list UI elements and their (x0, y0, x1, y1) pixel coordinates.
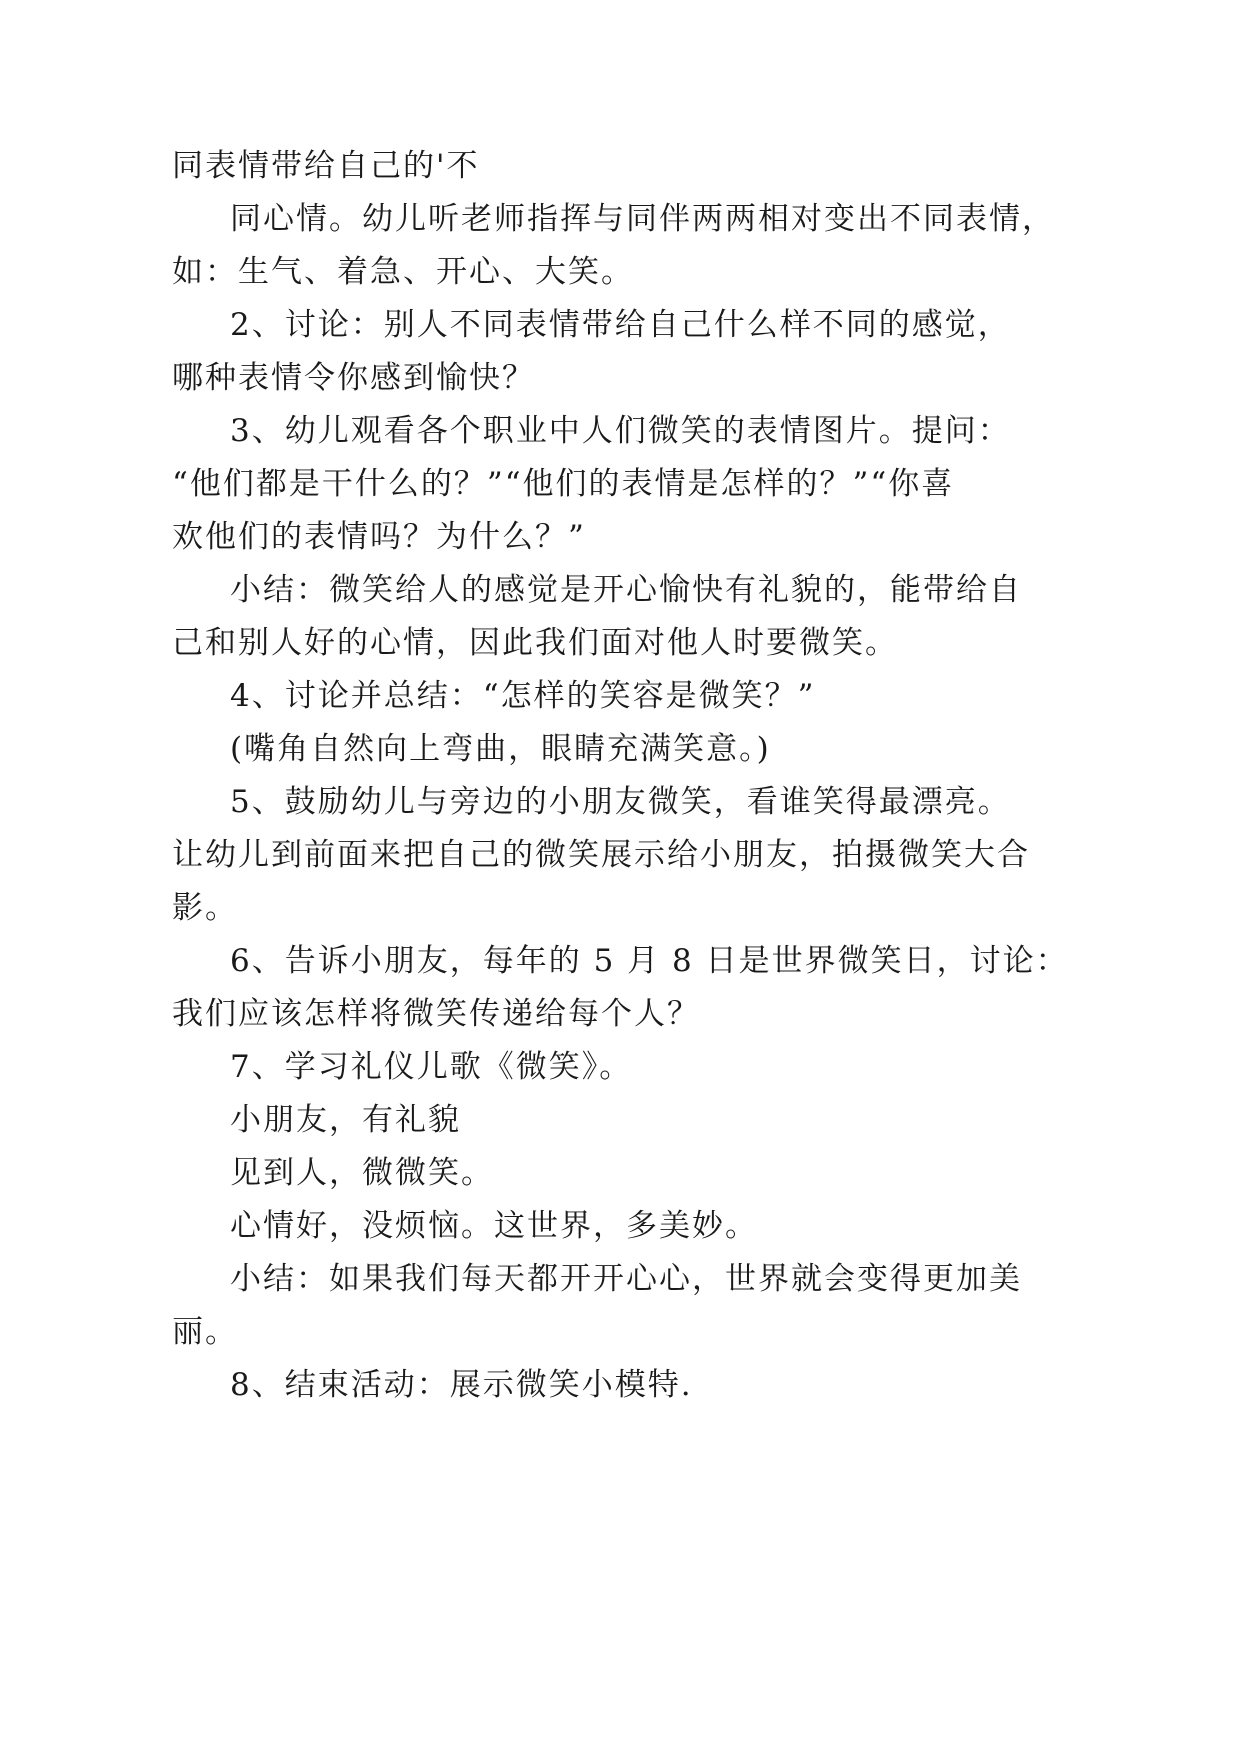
text-line: “他们都是干什么的？”“他们的表情是怎样的？”“你喜 (172, 466, 955, 502)
text-line: 让幼儿到前面来把自己的微笑展示给小朋友，拍摄微笑大合 (172, 837, 1030, 873)
text-line: 见到人，微微笑。 (230, 1155, 494, 1191)
text-line: 同表情带给自己的'不 (172, 148, 480, 184)
text-line: 同心情。幼儿听老师指挥与同伴两两相对变出不同表情， (230, 201, 1055, 237)
text-line: 2、讨论：别人不同表情带给自己什么样不同的感觉， (230, 307, 1011, 343)
text-line: 欢他们的表情吗？为什么？” (172, 519, 586, 555)
text-line: 小朋友，有礼貌 (230, 1102, 461, 1138)
text-line: 小结：微笑给人的感觉是开心愉快有礼貌的，能带给自 (230, 572, 1022, 608)
text-line: 哪种表情令你感到愉快？ (172, 360, 535, 396)
text-line: 4、讨论并总结：“怎样的笑容是微笑？” (230, 678, 816, 714)
text-line: 7、学习礼仪儿歌《微笑》。 (230, 1049, 633, 1085)
text-line: 8、结束活动：展示微笑小模特. (230, 1367, 693, 1403)
text-line: 我们应该怎样将微笑传递给每个人？ (172, 996, 700, 1032)
text-line: 6、告诉小朋友，每年的 5 月 8 日是世界微笑日，讨论： (230, 943, 1069, 979)
text-line: 3、幼儿观看各个职业中人们微笑的表情图片。提问： (230, 413, 1011, 449)
text-line: 影。 (172, 890, 238, 926)
text-line: 如：生气、着急、开心、大笑。 (172, 254, 634, 290)
text-line: 己和别人好的心情，因此我们面对他人时要微笑。 (172, 625, 898, 661)
text-line: 小结：如果我们每天都开开心心，世界就会变得更加美 (230, 1261, 1022, 1297)
text-line: 5、鼓励幼儿与旁边的小朋友微笑，看谁笑得最漂亮。 (230, 784, 1011, 820)
text-line: 心情好，没烦恼。这世界，多美妙。 (230, 1208, 758, 1244)
text-line: (嘴角自然向上弯曲，眼睛充满笑意。) (230, 731, 771, 767)
text-line: 丽。 (172, 1314, 238, 1350)
